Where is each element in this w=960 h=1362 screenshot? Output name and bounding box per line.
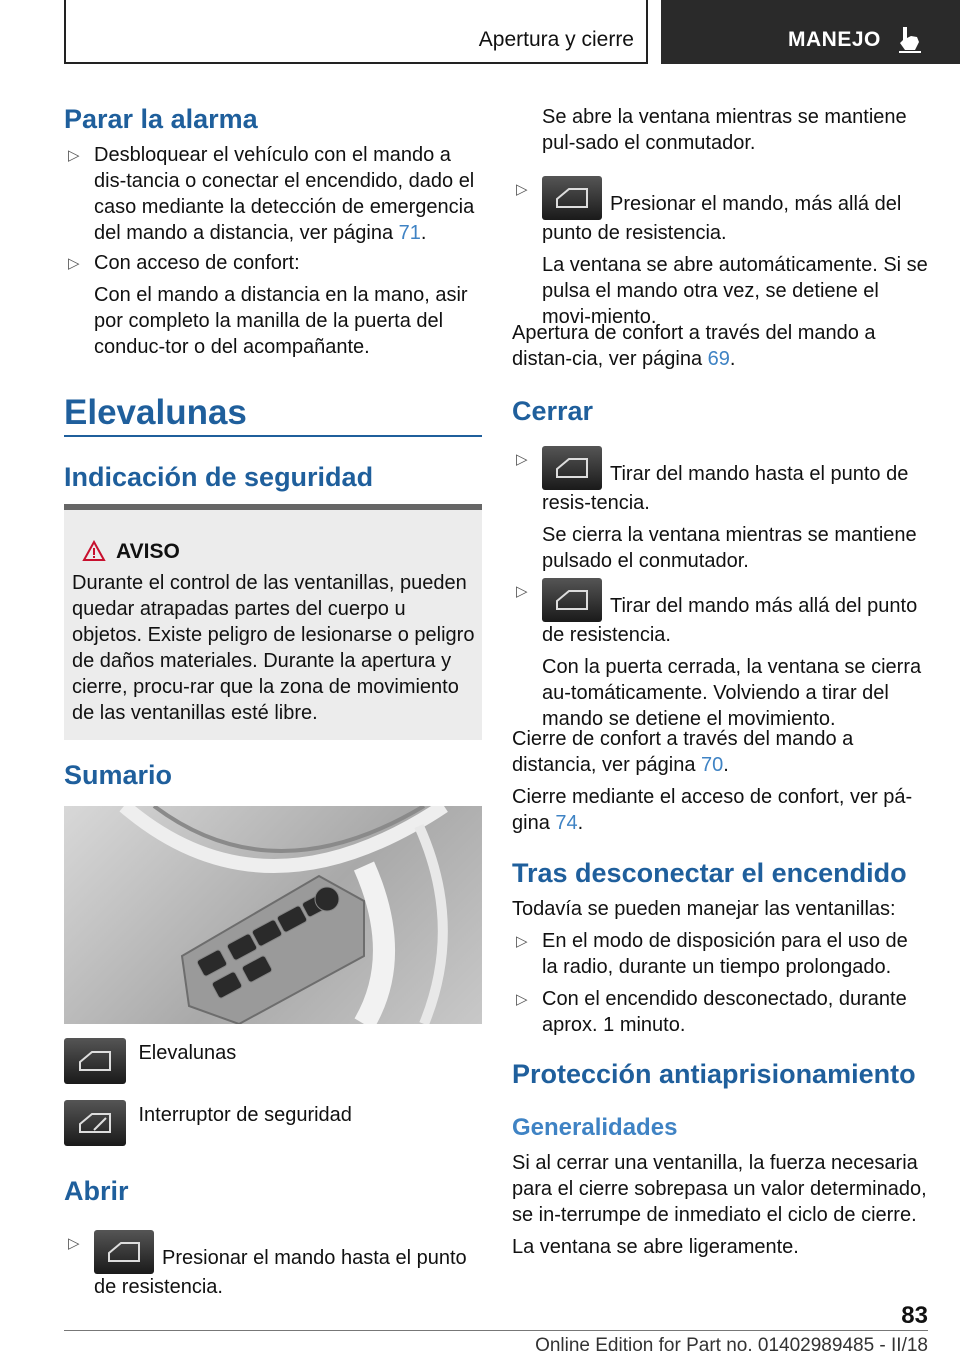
- heading-proteccion: Protección antiaprisionamiento: [512, 1059, 916, 1089]
- page-link-69[interactable]: 69: [707, 348, 730, 370]
- header-section-box: [64, 0, 648, 64]
- heading-indicacion-seguridad: Indicación de seguridad: [64, 462, 374, 492]
- bullet-triangle-icon: ▷: [516, 451, 528, 468]
- list-item: [512, 986, 928, 1038]
- header-chapter-title: MANEJO: [788, 28, 881, 51]
- window-switch-icon: [94, 1230, 154, 1274]
- cierre-acceso-text: Cierre mediante el acceso de confort, ver pá-gina: [512, 786, 913, 834]
- hand-steering-icon: [897, 24, 923, 54]
- cierre-confort-text: Cierre de confort a través del mando a distancia, ver página: [512, 728, 854, 776]
- legend-item: [64, 1100, 482, 1146]
- window-switch-icon: [542, 446, 602, 490]
- heading-generalidades: Generalidades: [512, 1114, 678, 1141]
- heading-cerrar: Cerrar: [512, 396, 594, 426]
- page-link-71[interactable]: 71: [398, 222, 421, 244]
- cerrar-bullet-1-cont: Se cierra la ventana mientras se mantiene pulsado el conmutador.: [542, 524, 917, 572]
- abrir-bullet-1-cont: Se abre la ventana mientras se mantiene pul-sado el conmutador.: [542, 106, 907, 154]
- door-panel-photo: [64, 806, 482, 1024]
- heading-tras-desconectar: Tras desconectar el encendido: [512, 858, 907, 888]
- warning-triangle-icon: [82, 540, 106, 562]
- heading-rule: [64, 435, 482, 437]
- window-switch-icon: [542, 176, 602, 220]
- footer-rule: [64, 1330, 928, 1331]
- cerrar-bullet-2-cont: Con la puerta cerrada, la ventana se cierra au-tomáticamente. Volviendo a tirar del mando se detiene el movimiento.: [542, 656, 922, 730]
- list-item: [64, 1230, 482, 1300]
- warning-box: [64, 504, 482, 740]
- list-item: [512, 446, 928, 574]
- bullet-triangle-icon: ▷: [68, 147, 80, 164]
- parar-bullet-2: Con acceso de confort:: [94, 252, 300, 274]
- window-switch-icon: [542, 578, 602, 622]
- legend-item: [64, 1038, 482, 1084]
- bullet-triangle-icon: ▷: [516, 583, 528, 600]
- cerrar-bullet-1: Tirar del mando hasta el punto de resis-tencia.: [542, 463, 909, 514]
- bullet-triangle-icon: ▷: [68, 1235, 80, 1252]
- abrir-bullet-1: Presionar el mando hasta el punto de resistencia.: [94, 1247, 467, 1298]
- heading-parar-alarma: Parar la alarma: [64, 104, 258, 134]
- page-link-70[interactable]: 70: [701, 754, 724, 776]
- parar-bullet-2-text: Con el mando a distancia en la mano, asir por completo la manilla de la puerta del conduc-tor o del acompañante.: [94, 284, 468, 358]
- tras-bullet-1: En el modo de disposición para el uso de la radio, durante un tiempo prolongado.: [542, 930, 908, 978]
- page-link-74[interactable]: 74: [555, 812, 578, 834]
- list-item: ▷ Desbloquear el vehículo con el mando a dis-tancia o conectar el encendido, dado el caso mediante la detección de emergencia del mando a distancia, ver página 71.: [68, 144, 475, 244]
- list-item: [512, 928, 928, 980]
- legend-elevalunas: Elevalunas: [138, 1042, 237, 1064]
- safety-switch-icon: [64, 1100, 126, 1146]
- heading-sumario: Sumario: [64, 760, 173, 790]
- list-item: [512, 176, 928, 330]
- legend-interruptor: Interruptor de seguridad: [138, 1104, 352, 1126]
- abrir-bullet-2: Presionar el mando, más allá del punto de resistencia.: [542, 193, 902, 244]
- header-chapter-box: [661, 0, 960, 64]
- generalidades-text-2: La ventana se abre ligeramente.: [512, 1236, 799, 1258]
- tras-intro: Todavía se pueden manejar las ventanillas:: [512, 898, 896, 920]
- tras-bullet-2: Con el encendido desconectado, durante aprox. 1 minuto.: [542, 988, 907, 1036]
- cerrar-bullet-2: Tirar del mando más allá del punto de resistencia.: [542, 595, 918, 646]
- bullet-triangle-icon: ▷: [68, 255, 80, 272]
- header-section-title: Apertura y cierre: [478, 28, 634, 51]
- heading-elevalunas: Elevalunas: [64, 393, 247, 432]
- bullet-triangle-icon: ▷: [516, 933, 528, 950]
- apertura-confort-text: Apertura de confort a través del mando a distan-cia, ver página: [512, 322, 876, 370]
- warning-title: [82, 540, 180, 564]
- footer-edition: Online Edition for Part no. 01402989485 - II/18: [535, 1335, 928, 1356]
- abrir-bullet-2-cont: La ventana se abre automáticamente. Si se pulsa el mando otra vez, se detiene el movi-miento.: [542, 254, 928, 328]
- bullet-triangle-icon: ▷: [516, 991, 528, 1008]
- warning-label: AVISO: [116, 540, 180, 563]
- window-switch-icon: [64, 1038, 126, 1084]
- list-item: [64, 250, 482, 360]
- warning-text: Durante el control de las ventanillas, pueden quedar atrapadas partes del cuerpo u objetos. Existe peligro de lesionarse o peligro de daños materiales. Durante la apertura y cierre, procu-rar que la zona de movimiento de las ventanillas esté libre.: [72, 572, 475, 724]
- parar-bullet-1: Desbloquear el vehículo con el mando a dis-tancia o conectar el encendido, dado el caso mediante la detección de emergencia del mando a distancia, ver página: [94, 144, 475, 244]
- list-item: [512, 578, 928, 732]
- bullet-triangle-icon: ▷: [516, 181, 528, 198]
- generalidades-text: Si al cerrar una ventanilla, la fuerza necesaria para el cierre sobrepasa un valor determinado, se in-terrumpe de inmediato el ciclo de cierre.: [512, 1152, 927, 1226]
- page-number: 83: [901, 1302, 928, 1329]
- heading-abrir: Abrir: [64, 1176, 129, 1206]
